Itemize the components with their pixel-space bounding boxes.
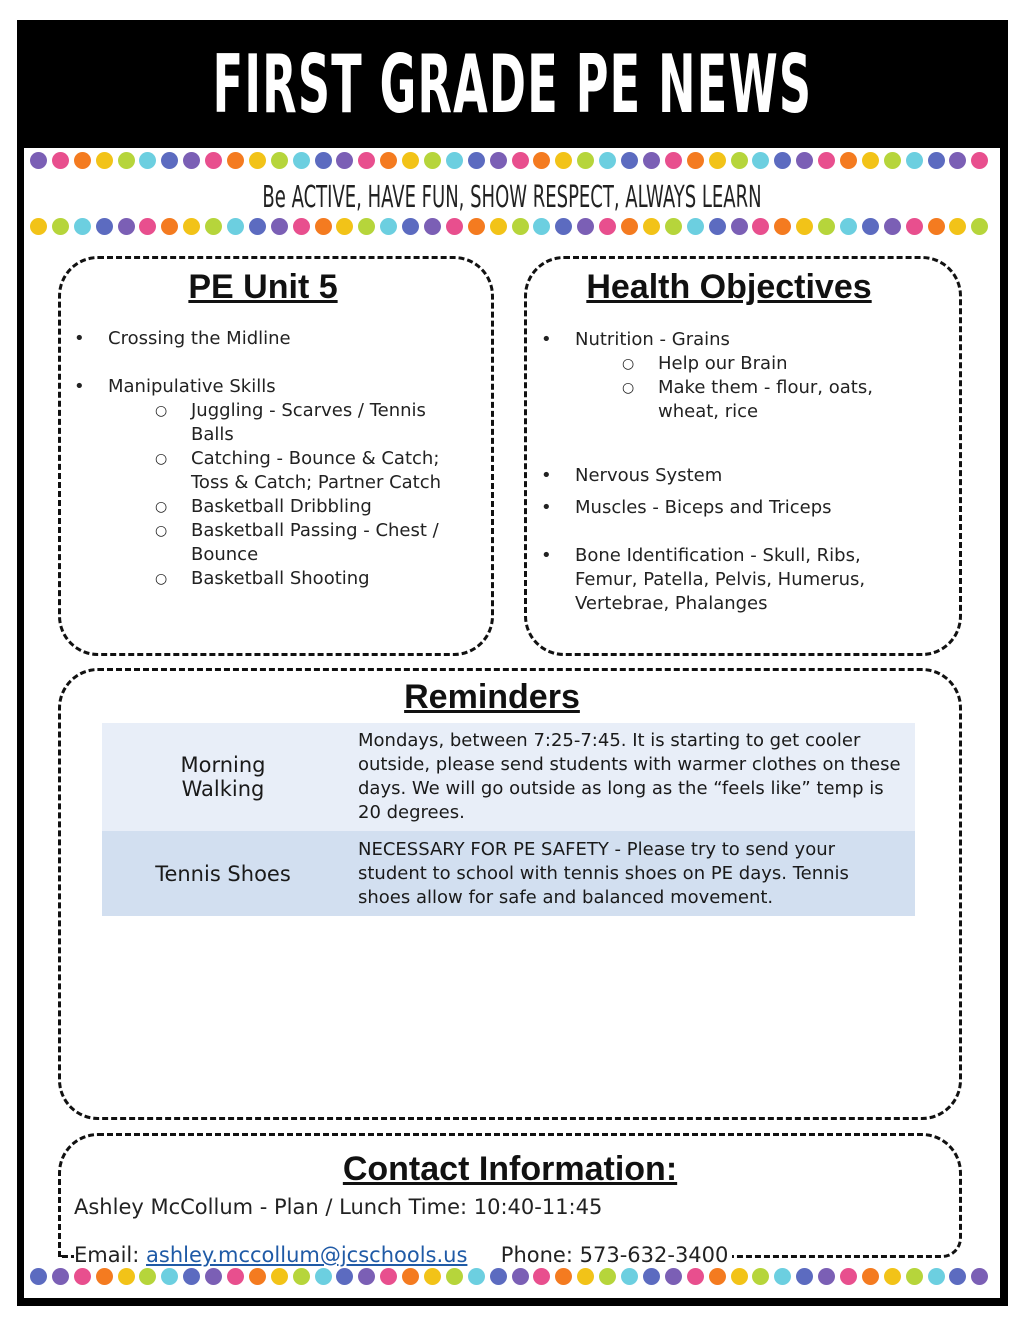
reminder-label: Morning Walking	[180, 753, 266, 801]
decorative-dot	[774, 152, 791, 169]
decorative-dot	[118, 218, 135, 235]
newsletter-title: FIRST GRADE PE NEWS	[212, 38, 813, 131]
phone-label: Phone:	[500, 1243, 573, 1267]
spacer	[108, 351, 473, 375]
decorative-dot	[840, 152, 857, 169]
decorative-dot	[30, 152, 47, 169]
decorative-dot	[862, 152, 879, 169]
spacer	[575, 520, 895, 544]
decorative-dot	[533, 218, 550, 235]
decorative-dot	[96, 218, 113, 235]
decorative-dot	[446, 152, 463, 169]
decorative-dot	[118, 1268, 135, 1285]
decorative-dot	[949, 218, 966, 235]
decorative-dot	[731, 1268, 748, 1285]
decorative-dot	[818, 1268, 835, 1285]
decorative-dot	[139, 1268, 156, 1285]
spacer	[575, 424, 895, 464]
health-objectives-heading: Health Objectives	[586, 268, 872, 306]
decorative-dot	[643, 218, 660, 235]
decorative-dot	[468, 152, 485, 169]
decorative-dot	[533, 152, 550, 169]
decorative-dot	[30, 1268, 47, 1285]
decorative-dot	[709, 1268, 726, 1285]
email-link[interactable]: ashley.mccollum@jcschools.us	[146, 1243, 468, 1267]
decorative-dot	[796, 218, 813, 235]
decorative-dot	[139, 218, 156, 235]
decorative-dot	[555, 218, 572, 235]
decorative-dot	[468, 1268, 485, 1285]
decorative-dot	[971, 218, 988, 235]
decorative-dot	[687, 152, 704, 169]
decorative-dot	[665, 218, 682, 235]
decorative-dot	[906, 1268, 923, 1285]
spacer	[575, 488, 895, 496]
decorative-dot	[446, 218, 463, 235]
decorative-dot	[621, 152, 638, 169]
decorative-dot	[271, 218, 288, 235]
decorative-dot	[928, 218, 945, 235]
decorative-dot	[227, 218, 244, 235]
decorative-dot	[315, 152, 332, 169]
list-item: • Manipulative Skills	[108, 375, 473, 399]
pe-unit-list	[108, 327, 473, 591]
decorative-dot	[52, 218, 69, 235]
decorative-dot	[687, 1268, 704, 1285]
decorative-dot	[336, 218, 353, 235]
reminders-heading: Reminders	[404, 678, 580, 716]
decorative-dot	[30, 218, 47, 235]
decorative-dot	[402, 218, 419, 235]
decorative-dot	[249, 218, 266, 235]
decorative-dot	[884, 218, 901, 235]
decorative-dot	[840, 218, 857, 235]
decorative-dot	[161, 152, 178, 169]
decorative-dot	[227, 152, 244, 169]
decorative-dot	[512, 218, 529, 235]
decorative-dot	[161, 218, 178, 235]
decorative-dot	[118, 152, 135, 169]
decorative-dot	[249, 1268, 266, 1285]
decorative-dot	[183, 218, 200, 235]
dot-border-middle	[30, 218, 1000, 236]
decorative-dot	[971, 1268, 988, 1285]
decorative-dot	[818, 218, 835, 235]
sub-list-item: ○ Make them - flour, oats, wheat, rice	[658, 376, 898, 424]
decorative-dot	[161, 1268, 178, 1285]
decorative-dot	[774, 1268, 791, 1285]
decorative-dot	[183, 1268, 200, 1285]
decorative-dot	[380, 218, 397, 235]
decorative-dot	[315, 1268, 332, 1285]
decorative-dot	[884, 152, 901, 169]
decorative-dot	[271, 152, 288, 169]
decorative-dot	[271, 1268, 288, 1285]
decorative-dot	[315, 218, 332, 235]
decorative-dot	[424, 1268, 441, 1285]
email-label: Email:	[74, 1243, 140, 1267]
decorative-dot	[424, 218, 441, 235]
decorative-dot	[599, 1268, 616, 1285]
decorative-dot	[380, 1268, 397, 1285]
decorative-dot	[643, 1268, 660, 1285]
decorative-dot	[293, 152, 310, 169]
phone-number: 573-632-3400	[579, 1243, 729, 1267]
decorative-dot	[928, 152, 945, 169]
dot-border-top	[30, 152, 1000, 170]
decorative-dot	[709, 152, 726, 169]
decorative-dot	[139, 152, 156, 169]
contact-details-line	[74, 1243, 732, 1267]
decorative-dot	[293, 1268, 310, 1285]
decorative-dot	[52, 152, 69, 169]
sub-list-item: ○ Basketball Passing - Chest / Bounce	[191, 519, 466, 567]
decorative-dot	[555, 152, 572, 169]
decorative-dot	[577, 1268, 594, 1285]
decorative-dot	[205, 1268, 222, 1285]
decorative-dot	[818, 152, 835, 169]
decorative-dot	[402, 1268, 419, 1285]
decorative-dot	[906, 218, 923, 235]
decorative-dot	[599, 218, 616, 235]
decorative-dot	[96, 1268, 113, 1285]
decorative-dot	[446, 1268, 463, 1285]
decorative-dot	[468, 218, 485, 235]
sub-list-item: ○ Juggling - Scarves / Tennis Balls	[191, 399, 461, 447]
decorative-dot	[74, 152, 91, 169]
decorative-dot	[949, 152, 966, 169]
list-item: • Muscles - Biceps and Triceps	[575, 496, 895, 520]
decorative-dot	[358, 218, 375, 235]
table-row	[102, 831, 915, 916]
decorative-dot	[490, 218, 507, 235]
list-item: • Bone Identification - Skull, Ribs, Femur, Patella, Pelvis, Humerus, Vertebrae, Phalanges	[575, 544, 890, 616]
pe-unit-heading: PE Unit 5	[188, 268, 338, 306]
list-item: • Nutrition - Grains	[575, 328, 895, 352]
decorative-dot	[752, 152, 769, 169]
decorative-dot	[577, 152, 594, 169]
decorative-dot	[358, 1268, 375, 1285]
decorative-dot	[687, 218, 704, 235]
decorative-dot	[928, 1268, 945, 1285]
newsletter-subtitle: Be ACTIVE, HAVE FUN, SHOW RESPECT, ALWAYS LEARN	[262, 180, 762, 215]
reminder-text: Mondays, between 7:25-7:45. It is starting to get cooler outside, please send students with warmer clothes on these days. We will go outside as long as the “feels like” temp is 20 degrees.	[358, 730, 901, 823]
sub-list-item: ○ Help our Brain	[658, 352, 895, 376]
decorative-dot	[336, 1268, 353, 1285]
decorative-dot	[490, 152, 507, 169]
decorative-dot	[840, 1268, 857, 1285]
decorative-dot	[774, 218, 791, 235]
decorative-dot	[74, 1268, 91, 1285]
decorative-dot	[731, 218, 748, 235]
decorative-dot	[512, 152, 529, 169]
health-list	[575, 328, 895, 616]
decorative-dot	[293, 218, 310, 235]
decorative-dot	[709, 218, 726, 235]
decorative-dot	[752, 1268, 769, 1285]
decorative-dot	[490, 1268, 507, 1285]
decorative-dot	[862, 218, 879, 235]
list-item: • Crossing the Midline	[108, 327, 473, 351]
decorative-dot	[402, 152, 419, 169]
decorative-dot	[621, 1268, 638, 1285]
decorative-dot	[731, 152, 748, 169]
decorative-dot	[665, 152, 682, 169]
contact-heading: Contact Information:	[342, 1150, 678, 1188]
table-row	[102, 723, 915, 831]
decorative-dot	[752, 218, 769, 235]
decorative-dot	[862, 1268, 879, 1285]
decorative-dot	[599, 152, 616, 169]
decorative-dot	[796, 1268, 813, 1285]
decorative-dot	[424, 152, 441, 169]
decorative-dot	[358, 152, 375, 169]
sub-list-item: ○ Catching - Bounce & Catch; Toss & Catch; Partner Catch	[191, 447, 466, 495]
decorative-dot	[796, 152, 813, 169]
reminder-text: NECESSARY FOR PE SAFETY - Please try to send your student to school with tennis shoes on PE days. Tennis shoes allow for safe and balanced movement.	[358, 838, 849, 908]
decorative-dot	[577, 218, 594, 235]
decorative-dot	[205, 218, 222, 235]
decorative-dot	[665, 1268, 682, 1285]
decorative-dot	[336, 152, 353, 169]
decorative-dot	[971, 152, 988, 169]
decorative-dot	[906, 152, 923, 169]
contact-name-line: Ashley McCollum - Plan / Lunch Time: 10:40-11:45	[74, 1195, 603, 1219]
dot-border-bottom	[30, 1268, 1000, 1286]
reminder-label: Tennis Shoes	[155, 861, 291, 886]
decorative-dot	[380, 152, 397, 169]
decorative-dot	[621, 218, 638, 235]
decorative-dot	[512, 1268, 529, 1285]
sub-list-item: ○ Basketball Shooting	[191, 567, 473, 591]
decorative-dot	[884, 1268, 901, 1285]
decorative-dot	[643, 152, 660, 169]
decorative-dot	[74, 218, 91, 235]
decorative-dot	[533, 1268, 550, 1285]
decorative-dot	[205, 152, 222, 169]
sub-list-item: ○ Basketball Dribbling	[191, 495, 473, 519]
decorative-dot	[949, 1268, 966, 1285]
decorative-dot	[555, 1268, 572, 1285]
decorative-dot	[249, 152, 266, 169]
list-item: • Nervous System	[575, 464, 895, 488]
decorative-dot	[96, 152, 113, 169]
reminders-table	[102, 723, 915, 916]
decorative-dot	[227, 1268, 244, 1285]
decorative-dot	[183, 152, 200, 169]
decorative-dot	[52, 1268, 69, 1285]
